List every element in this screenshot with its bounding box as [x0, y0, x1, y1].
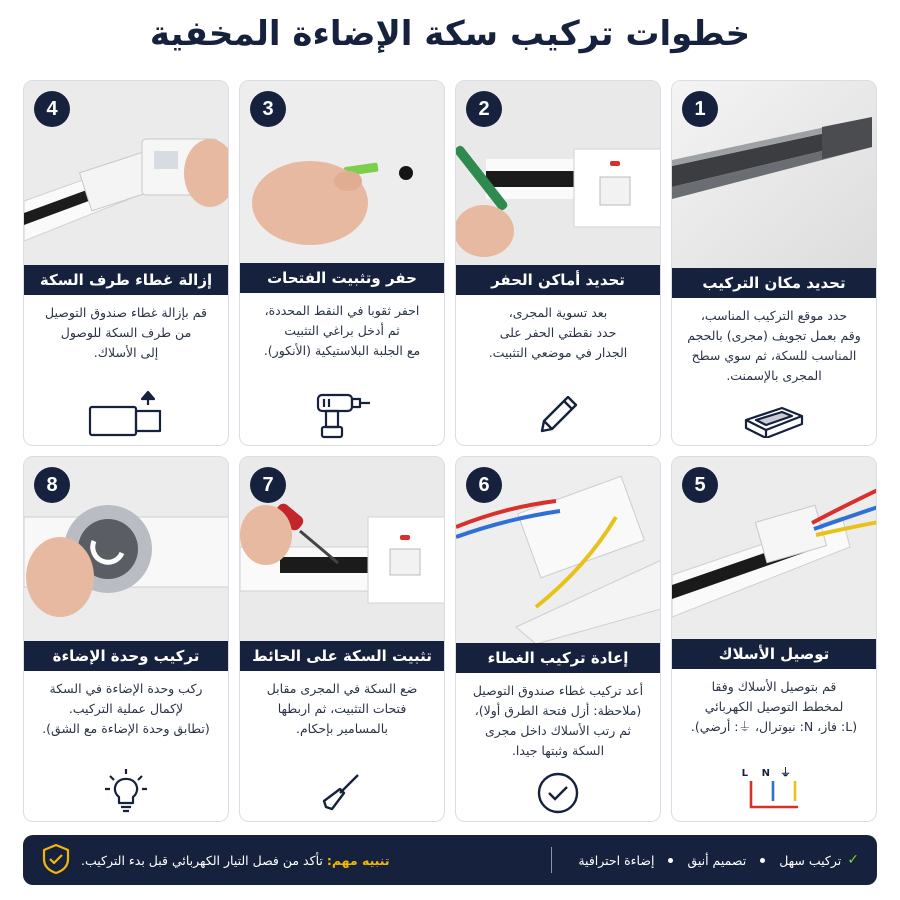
feature-easy-install: ✓ تركيب سهل — [779, 852, 859, 868]
step-description: بعد تسوية المجرى، حدد نقطتي الحفر على الجدار في موضعي التثبيت. — [488, 304, 628, 360]
shield-check-icon — [41, 843, 71, 878]
step-card-1 — [671, 80, 877, 446]
step-card-5 — [671, 456, 877, 822]
step-description: قم بإزالة غطاء صندوق التوصيل من طرف السكة للوصول إلى الأسلاك. — [44, 304, 208, 360]
wire-label-n: N — [761, 768, 770, 779]
step-7-photo — [240, 457, 444, 641]
footer-divider — [551, 847, 552, 873]
step-5-photo — [672, 457, 876, 639]
step-card-8 — [23, 456, 229, 822]
step-number-badge: 5 — [682, 467, 718, 503]
wire-label-l: L — [741, 768, 748, 779]
screwdriver-icon — [240, 767, 444, 821]
step-number-badge: 3 — [250, 91, 286, 127]
step-8-photo — [24, 457, 228, 641]
step-card-4 — [23, 80, 229, 446]
step-3-photo — [240, 81, 444, 263]
step-title: تحديد مكان التركيب — [672, 268, 876, 298]
check-icon: ✓ — [847, 852, 859, 868]
step-description: قم بتوصيل الأسلاك وفقا لمخطط التوصيل الكهربائي (L: فاز، N: نيوترال، ⏚: أرضي). — [690, 679, 858, 735]
wire-label-earth: ⏚ — [780, 766, 791, 779]
step-title: تركيب وحدة الإضاءة — [24, 641, 228, 671]
safety-warning — [41, 843, 390, 878]
step-title: توصيل الأسلاك — [672, 639, 876, 669]
step-2-photo — [456, 81, 660, 265]
step-card-3 — [239, 80, 445, 446]
step-title: حفر وتثبيت الفتحات — [240, 263, 444, 293]
remove-cover-icon — [24, 391, 228, 445]
warning-text: تأكد من فصل التيار الكهربائي قبل بدء التركيب. — [81, 852, 323, 868]
step-4-photo — [24, 81, 228, 265]
step-title: إزالة غطاء طرف السكة — [24, 265, 228, 295]
step-description: أعد تركيب غطاء صندوق التوصيل (ملاحظة: أزل فتحة الطرق أولا)، ثم رتب الأسلاك داخل مجرى السكة وثبتها جيدا. — [472, 683, 644, 759]
bullet-dot — [760, 858, 765, 863]
step-number-badge: 7 — [250, 467, 286, 503]
step-card-6 — [455, 456, 661, 822]
step-description: احفر ثقوبا في النقط المحددة، ثم أدخل براغي التثبيت مع الجلبة البلاستيكية (الأنكور). — [263, 303, 421, 359]
step-number-badge: 4 — [34, 91, 70, 127]
footer-banner — [23, 835, 877, 885]
step-number-badge: 6 — [466, 467, 502, 503]
drill-icon — [240, 389, 444, 445]
step-card-7 — [239, 456, 445, 822]
step-1-photo — [672, 81, 876, 268]
page-title: خطوات تركيب سكة الإضاءة المخفية — [149, 14, 751, 54]
step-6-photo — [456, 457, 660, 643]
light-bulb-icon — [24, 767, 228, 821]
step-number-badge: 1 — [682, 91, 718, 127]
step-card-2 — [455, 80, 661, 446]
warning-label: تنبيه مهم: — [326, 852, 390, 868]
step-description: ضع السكة في المجرى مقابل فتحات التثبيت، ثم اربطها بالمسامير بإحكام. — [266, 680, 418, 736]
step-description: ركب وحدة الإضاءة في السكة لإكمال عملية التركيب. (تطابق وحدة الإضاءة مع الشق). — [42, 680, 210, 736]
step-title: تحديد أماكن الحفر — [456, 265, 660, 295]
steps-grid — [23, 80, 877, 822]
bullet-dot — [668, 858, 673, 863]
feature-elegant-design: تصميم أنيق — [687, 852, 747, 868]
step-number-badge: 8 — [34, 467, 70, 503]
feature-professional-lighting: إضاءة احترافية — [578, 852, 655, 868]
step-description: حدد موقع التركيب المناسب، وقم بعمل تجويف (مجرى) بالحجم المناسب للسكة، ثم سوي سطح المجرى بالإسمنت. — [687, 308, 861, 383]
channel-box-icon — [672, 396, 876, 445]
step-number-badge: 2 — [466, 91, 502, 127]
step-title: تثبيت السكة على الحائط — [240, 641, 444, 671]
wiring-diagram-icon — [672, 765, 876, 821]
step-title: إعادة تركيب الغطاء — [456, 643, 660, 673]
check-circle-icon — [456, 771, 660, 821]
pencil-icon — [456, 391, 660, 445]
